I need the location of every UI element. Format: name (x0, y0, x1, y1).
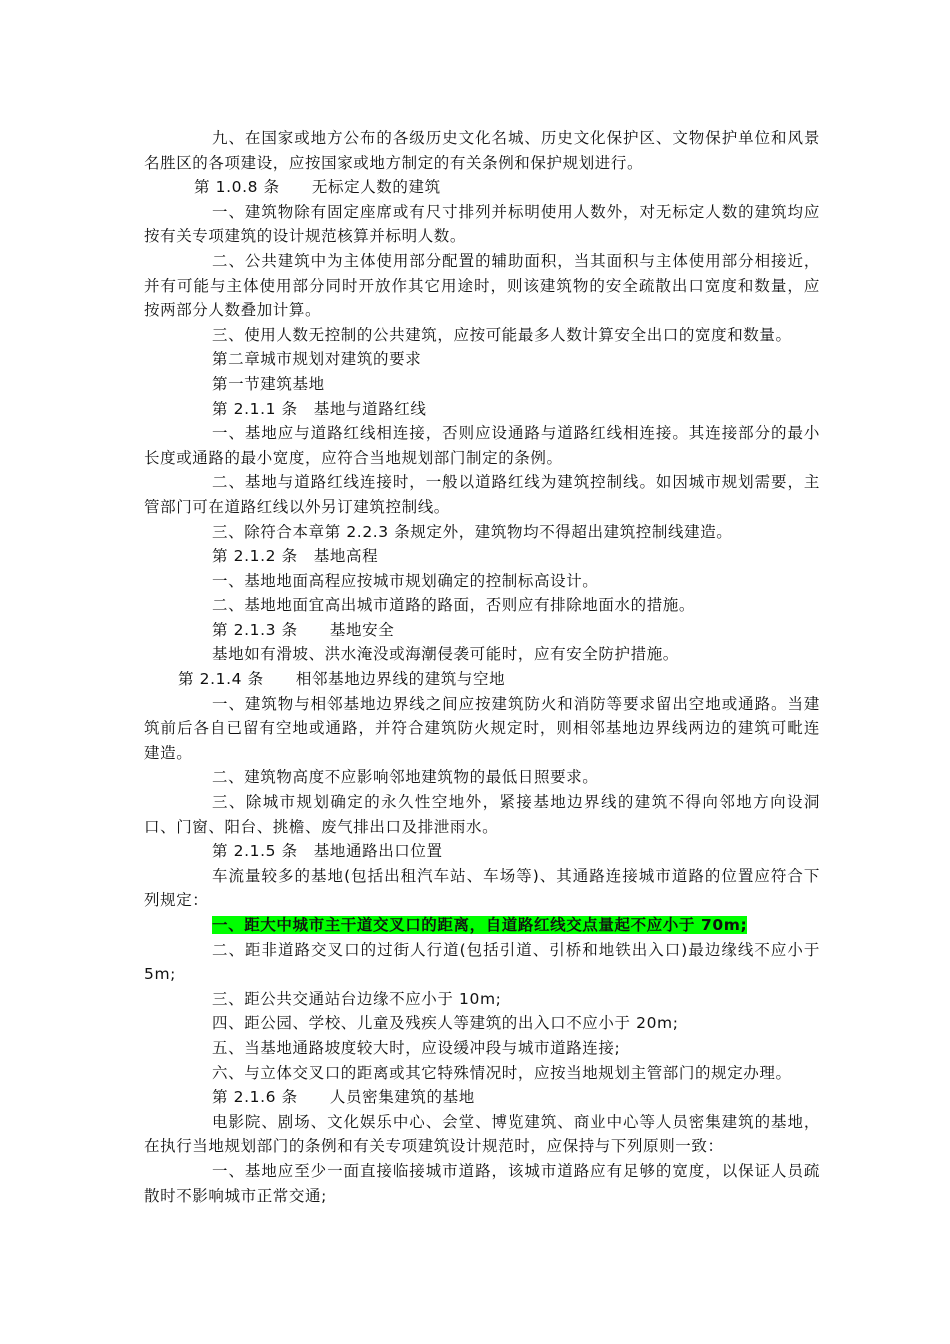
paragraph: 四、距公园、学校、儿童及残疾人等建筑的出入口不应小于 20m; (212, 1014, 679, 1033)
paragraph: 六、与立体交叉口的距离或其它特殊情况时，应按当地规划主管部门的规定办理。 (212, 1063, 792, 1082)
paragraph: 二、基地地面宜高出城市道路的路面，否则应有排除地面水的措施。 (212, 596, 696, 615)
paragraph: 二、基地与道路红线连接时，一般以道路红线为建筑控制线。如因城市规划需要，主管部门可在道路红线以外另订建筑控制线。 (144, 473, 820, 516)
paragraph: 二、公共建筑中为主体使用部分配置的辅助面积，当其面积与主体使用部分相接近，并有可能与主体使用部分同时开放作其它用途时，则该建筑物的安全疏散出口宽度和数量，应按两部分人数叠加计算。 (144, 251, 820, 320)
paragraph: 一、基地地面高程应按城市规划确定的控制标高设计。 (212, 571, 599, 590)
paragraph: 一、建筑物与相邻基地边界线之间应按建筑防火和消防等要求留出空地或通路。当建筑前后各自已留有空地或通路，并符合建筑防火规定时，则相邻基地边界线两边的建筑可毗连建造。 (144, 694, 820, 762)
section-1-heading: 第一节建筑基地 (212, 374, 325, 393)
paragraph: 三、除城市规划确定的永久性空地外，紧接基地边界线的建筑不得向邻地方向设洞口、门窗、阳台、挑檐、废气排出口及排泄雨水。 (144, 793, 820, 836)
article-2-1-2-heading: 第 2.1.2 条 基地高程 (212, 547, 379, 566)
paragraph: 三、使用人数无控制的公共建筑，应按可能最多人数计算安全出口的宽度和数量。 (212, 325, 792, 344)
paragraph: 一、建筑物除有固定座席或有尺寸排列并标明使用人数外，对无标定人数的建筑均应按有关专项建筑的设计规范核算并标明人数。 (144, 202, 820, 246)
article-2-1-4-heading: 第 2.1.4 条 相邻基地边界线的建筑与空地 (178, 670, 506, 689)
paragraph: 车流量较多的基地(包括出租汽车站、车场等)、其通路连接城市道路的位置应符合下列规定： (144, 866, 820, 910)
chapter-2-heading: 第二章城市规划对建筑的要求 (212, 350, 422, 369)
paragraph: 三、距公共交通站台边缘不应小于 10m; (212, 989, 502, 1008)
highlighted-paragraph (144, 913, 820, 938)
paragraph-9-historic-areas: 九、在国家或地方公布的各级历史文化名城、历史文化保护区、文物保护单位和风景名胜区的各项建设，应按国家或地方制定的有关条例和保护规划进行。 (144, 129, 820, 172)
document-body (144, 126, 820, 1208)
paragraph: 电影院、剧场、文化娱乐中心、会堂、博览建筑、商业中心等人员密集建筑的基地，在执行当地规划部门的条例和有关专项建筑设计规范时，应保持与下列原则一致： (144, 1112, 820, 1156)
paragraph: 二、距非道路交叉口的过街人行道(包括引道、引桥和地铁出入口)最边缘线不应小于 5m; (144, 940, 820, 984)
paragraph: 一、基地应与道路红线相连接，否则应设通路与道路红线相连接。其连接部分的最小长度或通路的最小宽度，应符合当地规划部门制定的条例。 (144, 424, 820, 467)
paragraph: 一、基地应至少一面直接临接城市道路，该城市道路应有足够的宽度，以保证人员疏散时不影响城市正常交通; (144, 1161, 820, 1205)
article-2-1-3-heading: 第 2.1.3 条 基地安全 (212, 620, 395, 639)
article-2-1-6-heading: 第 2.1.6 条 人员密集建筑的基地 (212, 1088, 475, 1107)
paragraph: 五、当基地通路坡度较大时，应设缓冲段与城市道路连接; (212, 1038, 621, 1057)
article-2-1-1-heading: 第 2.1.1 条 基地与道路红线 (212, 399, 427, 418)
paragraph: 基地如有滑坡、洪水淹没或海潮侵袭可能时，应有安全防护措施。 (212, 645, 679, 664)
paragraph: 三、除符合本章第 2.2.3 条规定外，建筑物均不得超出建筑控制线建造。 (212, 522, 733, 541)
article-2-1-5-heading: 第 2.1.5 条 基地通路出口位置 (212, 842, 443, 861)
article-1-0-8-heading: 第 1.0.8 条 无标定人数的建筑 (194, 178, 441, 197)
highlighted-text: 一、距大中城市主干道交叉口的距离，自道路红线交点量起不应小于 70m; (212, 916, 748, 934)
paragraph: 二、建筑物高度不应影响邻地建筑物的最低日照要求。 (212, 768, 599, 787)
